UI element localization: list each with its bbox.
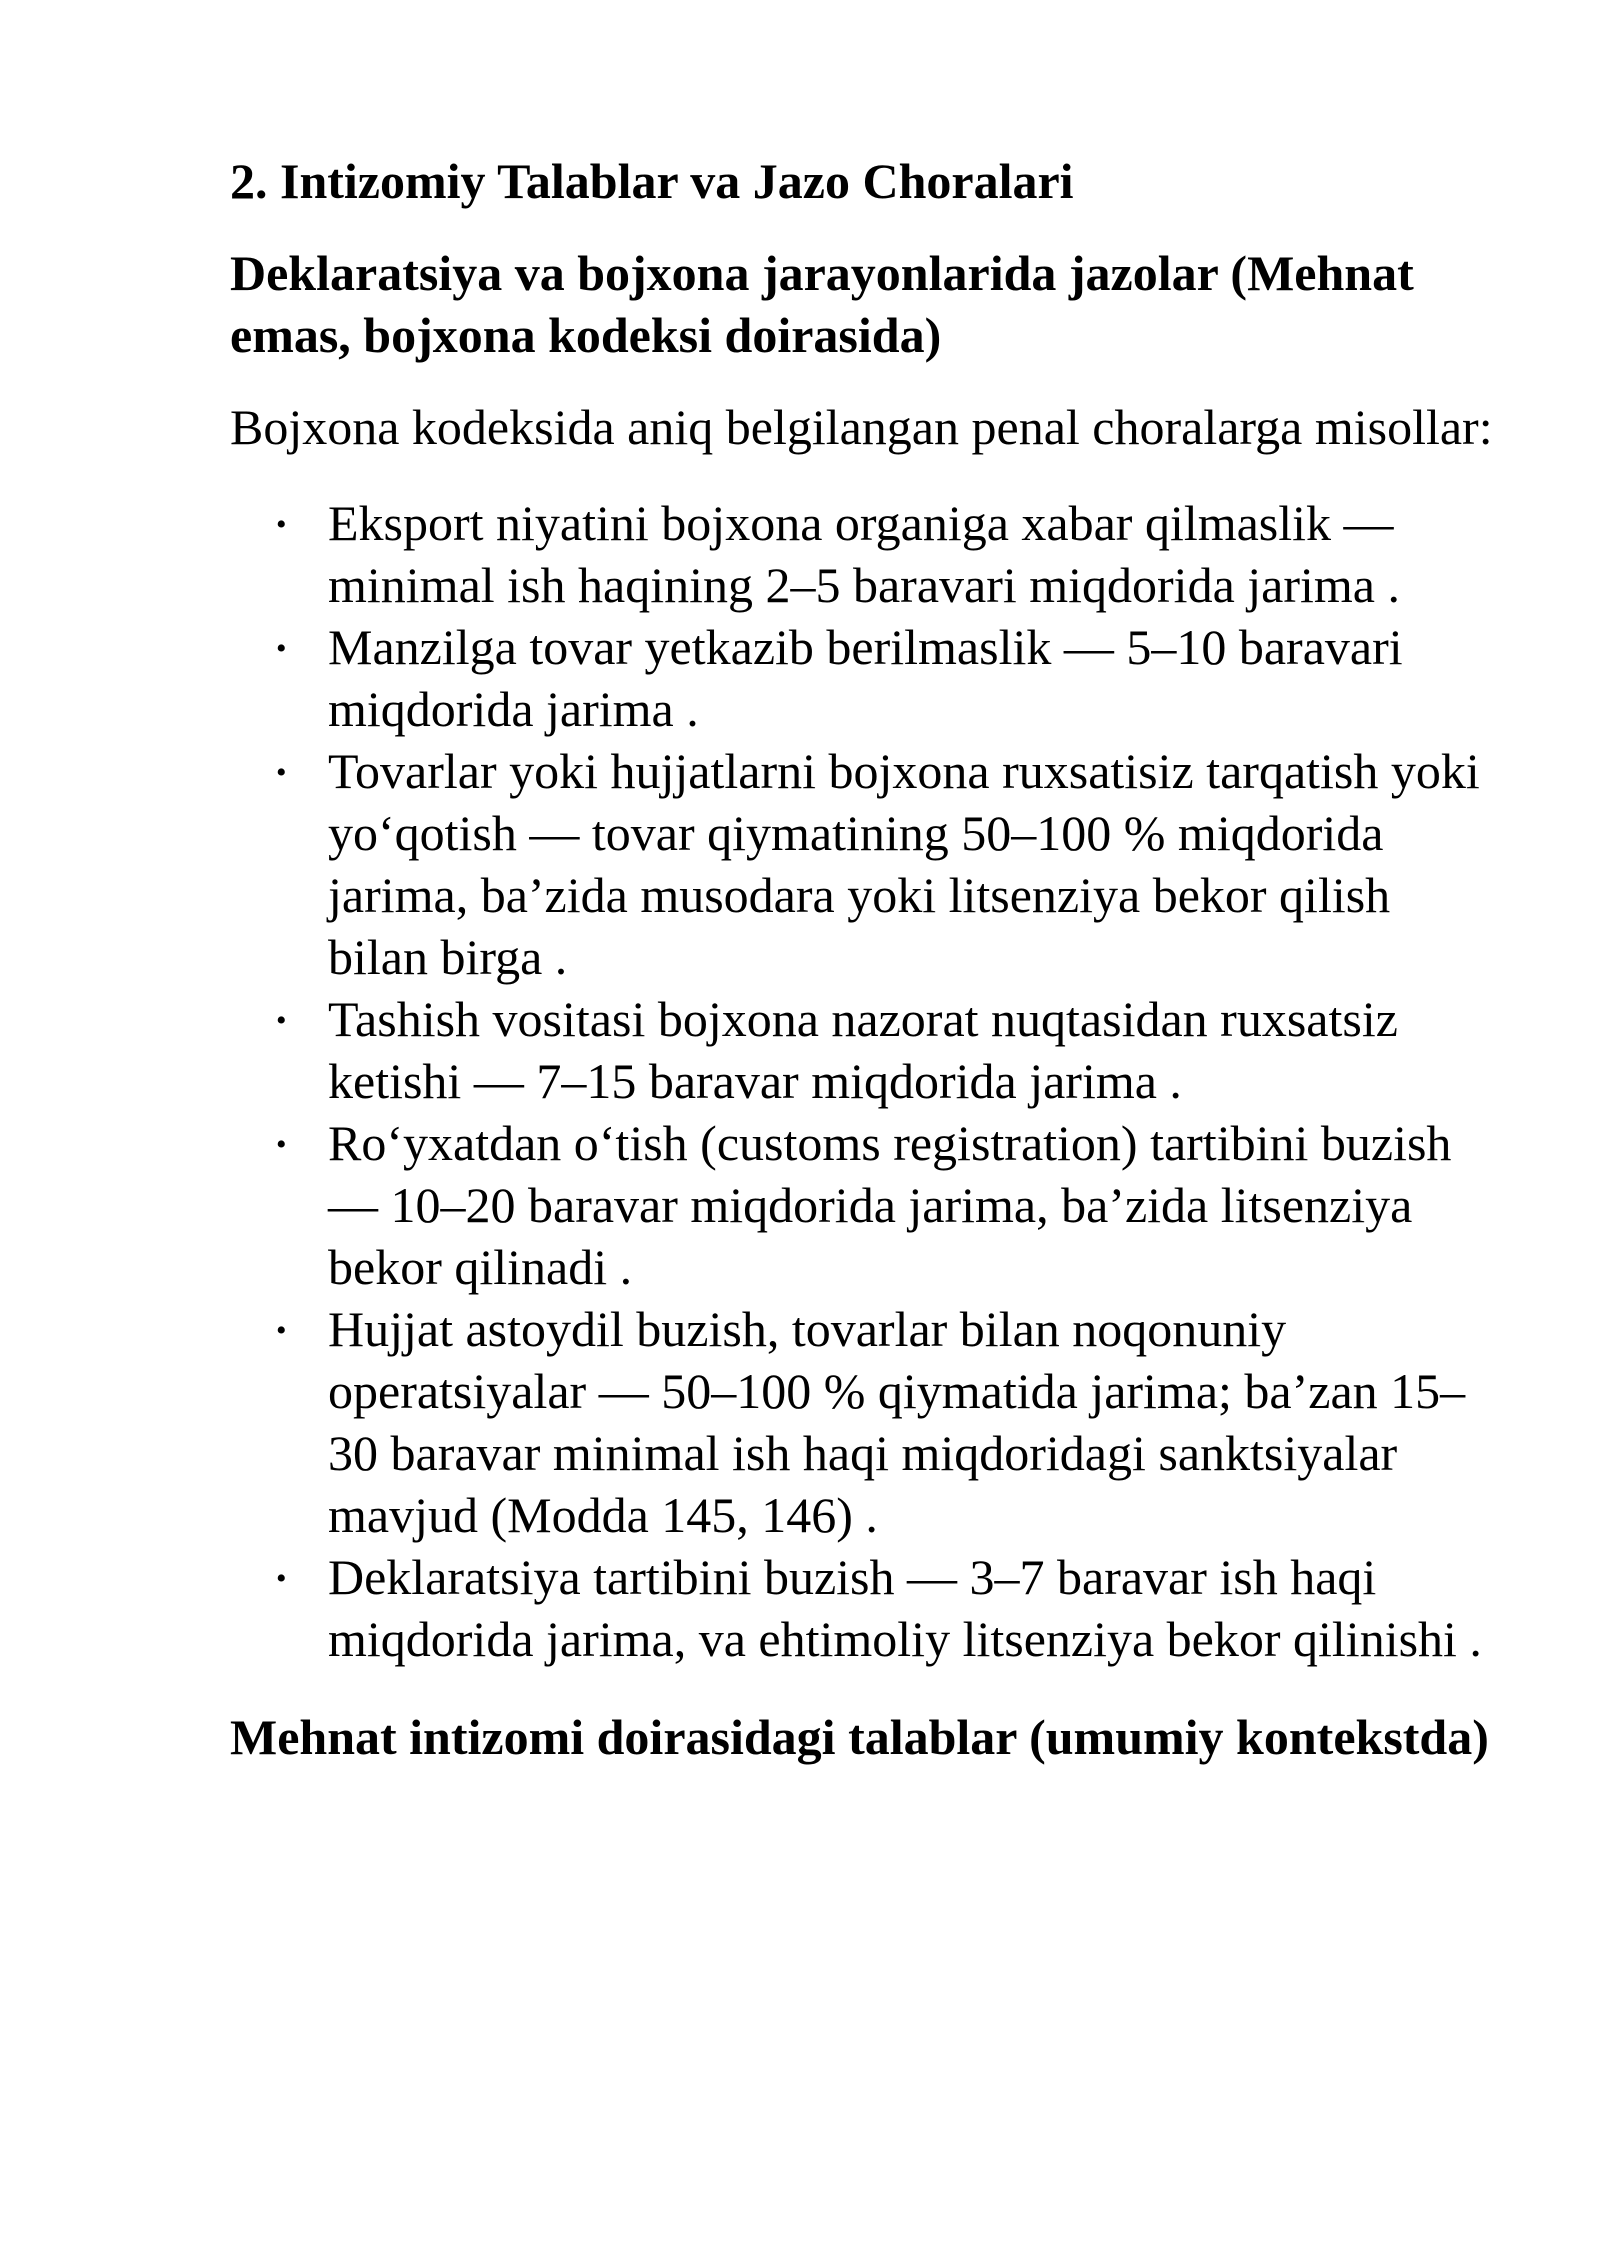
bullet-icon: • bbox=[276, 756, 287, 789]
list-item bbox=[230, 988, 1500, 1112]
next-subsection-title: Mehnat intizomi doirasidagi talablar (umumiy kontekstda) bbox=[230, 1709, 1489, 1765]
section-title: 2. Intizomiy Talablar va Jazo Choralari bbox=[230, 153, 1074, 209]
bullet-icon: • bbox=[276, 1004, 287, 1037]
list-item bbox=[230, 1112, 1500, 1298]
list-item-text: Tashish vositasi bojxona nazorat nuqtasidan ruxsatsiz ketishi — 7–15 baravar miqdorida jarima . bbox=[328, 991, 1398, 1109]
list-item-text: Ro‘yxatdan o‘tish (customs registration) tartibini buzish — 10–20 baravar miqdorida jarima, ba’zida litsenziya bekor qilinadi . bbox=[328, 1115, 1452, 1295]
list-item bbox=[230, 492, 1500, 616]
list-item bbox=[230, 1298, 1500, 1546]
bullet-icon: • bbox=[276, 1128, 287, 1161]
penalty-list bbox=[230, 492, 1500, 1670]
intro-paragraph: Bojxona kodeksida aniq belgilangan penal choralarga misollar: bbox=[230, 399, 1493, 455]
list-item-text: Tovarlar yoki hujjatlarni bojxona ruxsatisiz tarqatish yoki yo‘qotish — tovar qiymatining 50–100 % miqdorida jarima, ba’zida musodara yoki litsenziya bekor qilish bilan birga . bbox=[328, 743, 1480, 985]
bullet-icon: • bbox=[276, 1562, 287, 1595]
bullet-icon: • bbox=[276, 508, 287, 541]
list-item bbox=[230, 616, 1500, 740]
list-item bbox=[230, 1546, 1500, 1670]
list-item-text: Hujjat astoydil buzish, tovarlar bilan noqonuniy operatsiyalar — 50–100 % qiymatida jarima; ba’zan 15–30 baravar minimal ish haqi miqdoridagi sanktsiyalar mavjud (Modda 145, 146) . bbox=[328, 1301, 1466, 1543]
list-item-text: Manzilga tovar yetkazib berilmaslik — 5–10 baravari miqdorida jarima . bbox=[328, 619, 1403, 737]
bullet-icon: • bbox=[276, 632, 287, 665]
list-item bbox=[230, 740, 1500, 988]
list-item-text: Eksport niyatini bojxona organiga xabar qilmaslik — minimal ish haqining 2–5 baravari miqdorida jarima . bbox=[328, 495, 1400, 613]
document-page bbox=[230, 150, 1500, 1798]
bullet-icon: • bbox=[276, 1314, 287, 1347]
list-item-text: Deklaratsiya tartibini buzish — 3–7 baravar ish haqi miqdorida jarima, va ehtimoliy litsenziya bekor qilinishi . bbox=[328, 1549, 1482, 1667]
subsection-title: Deklaratsiya va bojxona jarayonlarida jazolar (Mehnat emas, bojxona kodeksi doirasida) bbox=[230, 245, 1414, 363]
